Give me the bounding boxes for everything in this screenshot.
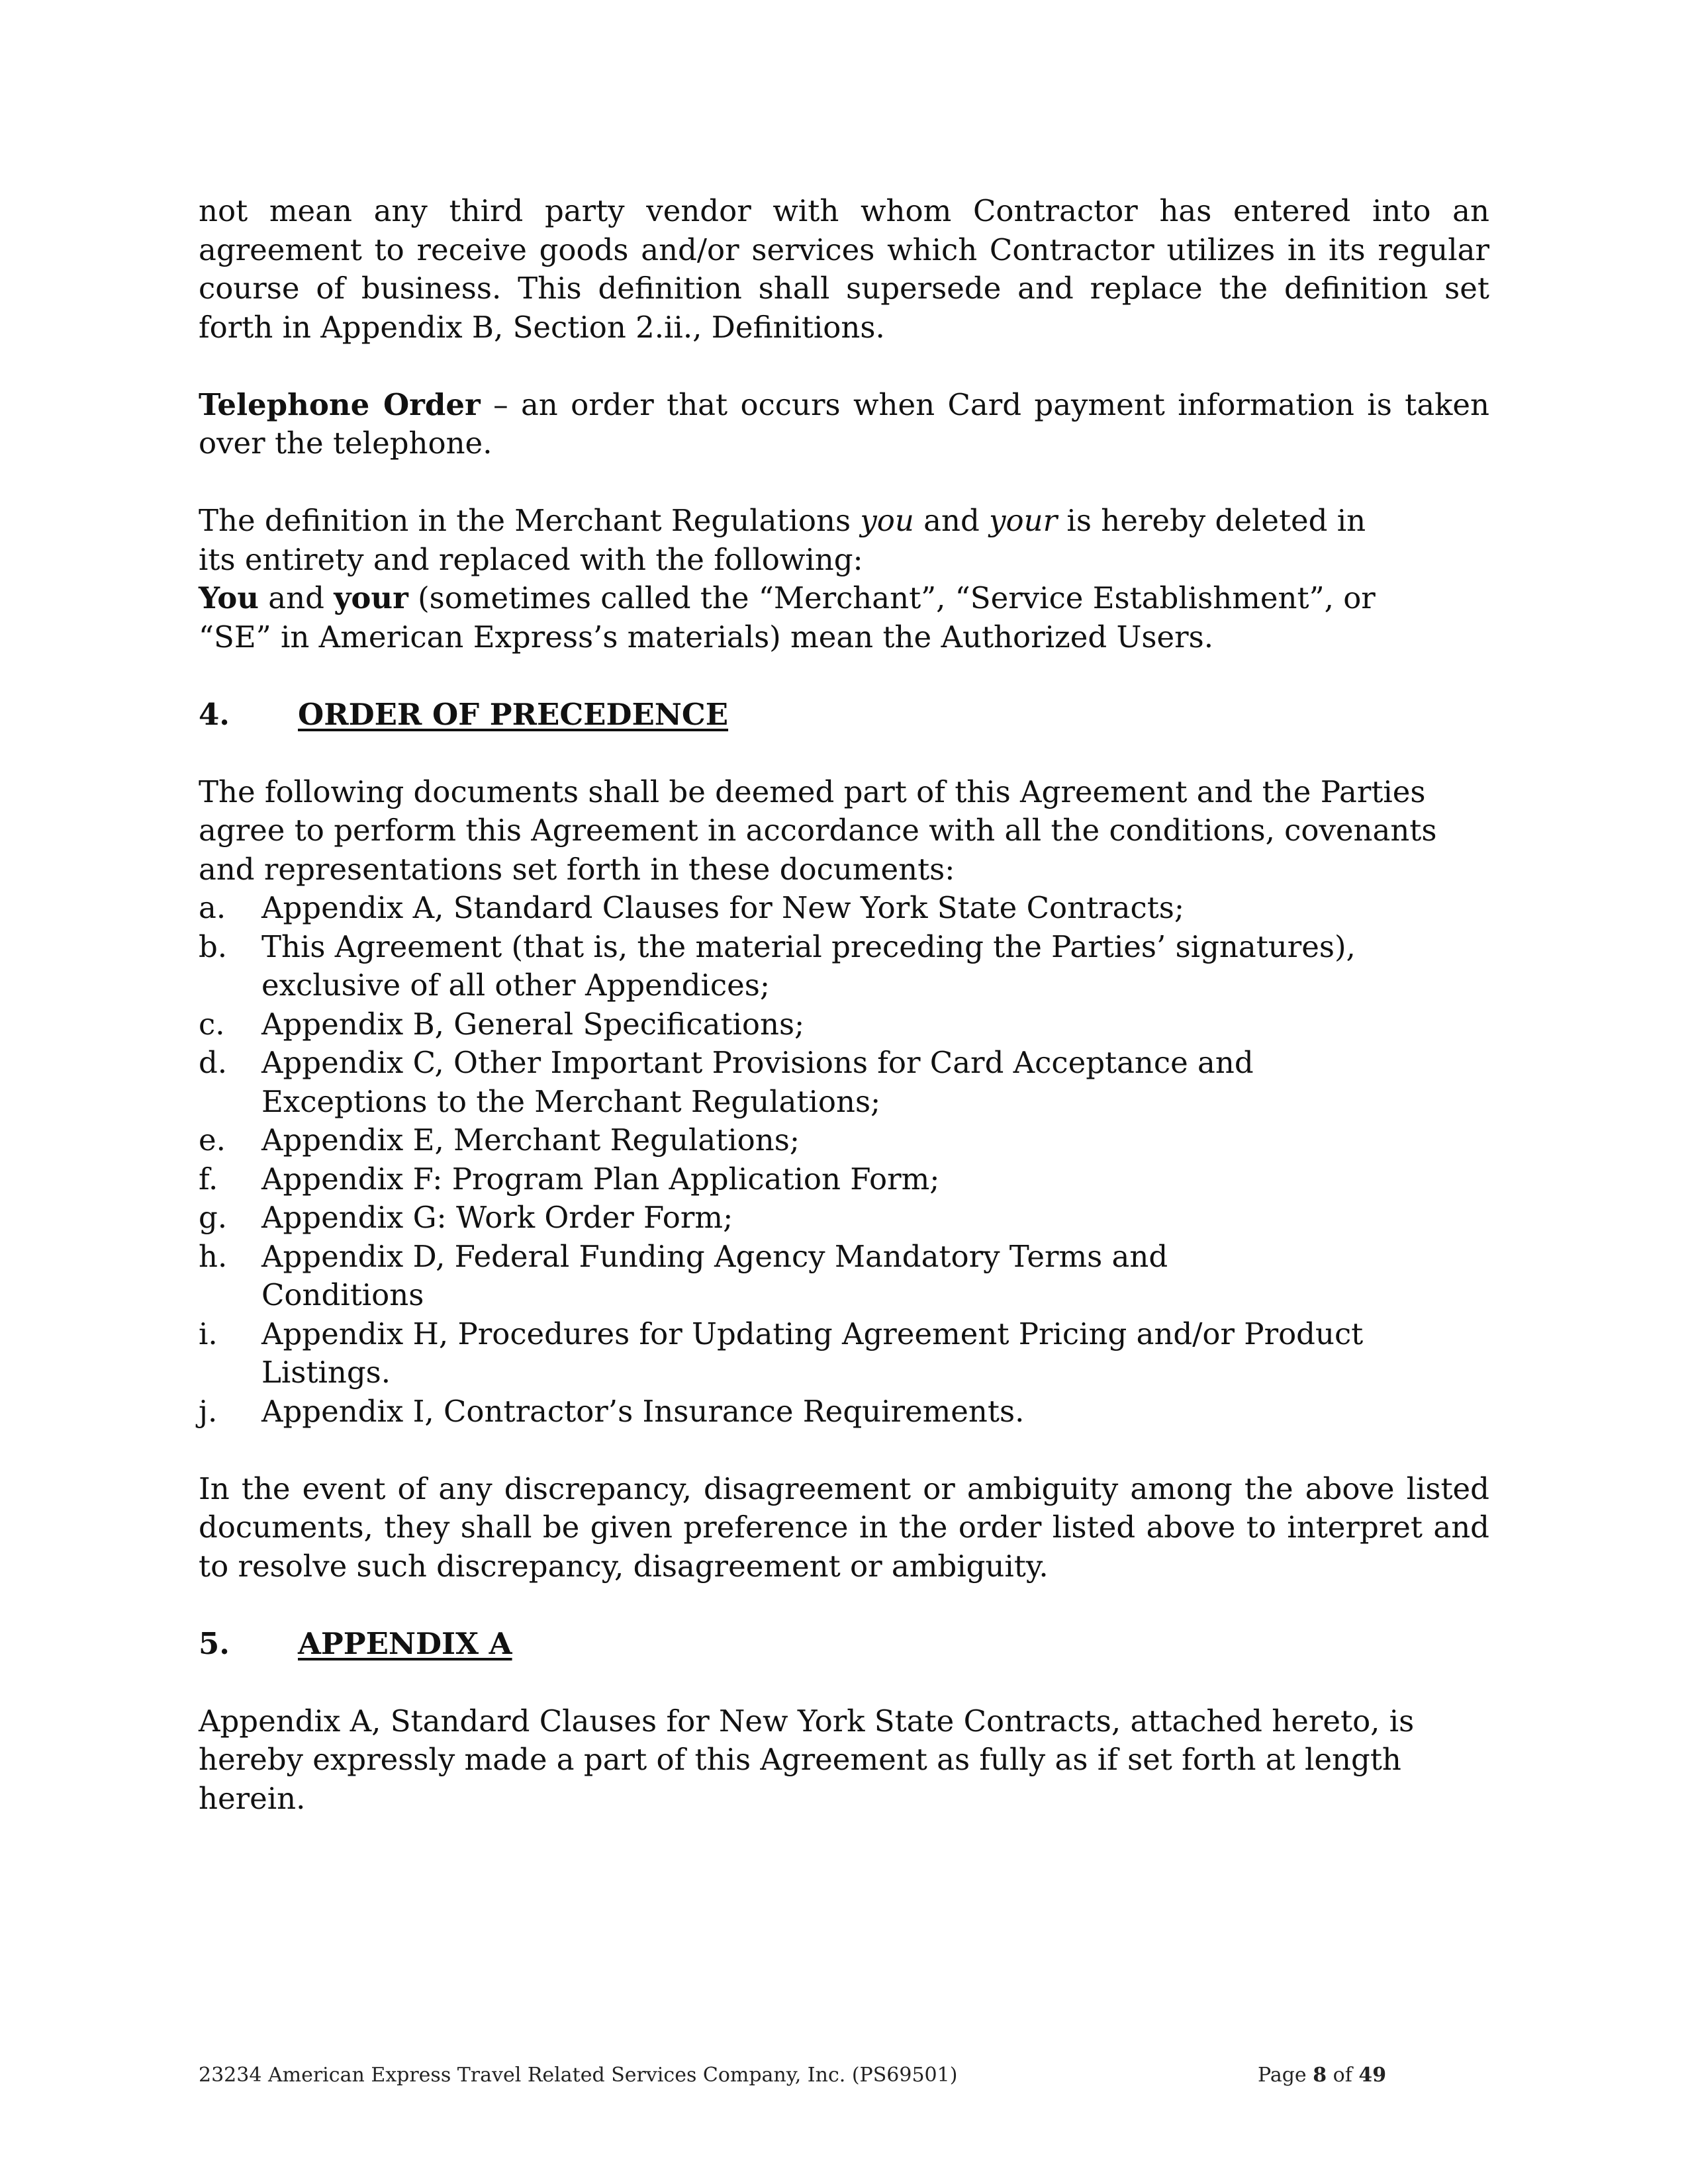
you-definition-text-2: and (914, 503, 990, 538)
list-item (199, 1199, 1489, 1238)
you-definition-text-3: is hereby deleted in its entirety and replaced with the following: (199, 503, 1366, 577)
section-5-number: 5. (199, 1625, 230, 1661)
list-marker: j. (199, 1393, 218, 1429)
footer-contract-id: 23234 American Express Travel Related Services Company, Inc. (PS69501) (199, 2064, 958, 2087)
list-marker: h. (199, 1238, 228, 1274)
list-item (199, 1044, 1489, 1121)
list-marker: e. (199, 1122, 226, 1158)
list-item (199, 1005, 1489, 1044)
and-text: and (258, 580, 334, 615)
you-definition-text-1: The definition in the Merchant Regulations (199, 503, 861, 538)
you-italic: you (860, 503, 914, 538)
you-bold: You (199, 580, 259, 615)
list-item-text: Appendix E, Merchant Regulations; (261, 1122, 800, 1158)
list-item (199, 1160, 1489, 1199)
list-item-text: Appendix H, Procedures for Updating Agreement Pricing and/or Product Listings. (261, 1316, 1364, 1390)
page-label: Page (1258, 2064, 1313, 2087)
telephone-order-text: – an order that occurs when Card payment information is taken over the telephone. (199, 387, 1489, 461)
you-definition-replacement (199, 579, 1403, 657)
precedence-list (199, 889, 1489, 1431)
section-5-heading (199, 1625, 1489, 1664)
current-page: 8 (1313, 2064, 1327, 2087)
list-item (199, 1121, 1489, 1160)
list-marker: a. (199, 890, 226, 925)
list-item-text: Appendix A, Standard Clauses for New York State Contracts; (261, 890, 1185, 925)
you-definition-intro (199, 502, 1390, 579)
list-item-text: Appendix I, Contractor’s Insurance Requirements. (261, 1393, 1025, 1429)
section-4-number: 4. (199, 696, 230, 732)
list-marker: c. (199, 1006, 225, 1042)
list-item-text: Appendix G: Work Order Form; (261, 1200, 733, 1235)
total-pages: 49 (1358, 2064, 1387, 2087)
list-marker: g. (199, 1200, 228, 1235)
list-item-text: Appendix D, Federal Funding Agency Mandatory Terms and Conditions (261, 1238, 1168, 1312)
telephone-order-definition (199, 386, 1489, 463)
list-item-text: This Agreement (that is, the material preceding the Parties’ signatures), exclusive of all other Appendices; (261, 929, 1356, 1003)
list-item-text: Appendix B, General Specifications; (261, 1006, 805, 1042)
continuation-paragraph: not mean any third party vendor with whom Contractor has entered into an agreement to receive goods and/or services which Contractor utilizes in its regular course of business. This definition shall supersede and replace the definition set forth in Appendix B, Section 2.ii., Definitions. (199, 193, 1489, 345)
list-item-text: Appendix F: Program Plan Application Form; (261, 1161, 940, 1197)
list-item-text: Appendix C, Other Important Provisions for Card Acceptance and Exceptions to the Merchant Regulations; (261, 1045, 1254, 1119)
footer-page-number (1258, 2064, 1386, 2087)
section-5-title: APPENDIX A (298, 1625, 512, 1661)
section-5-body: Appendix A, Standard Clauses for New York State Contracts, attached hereto, is hereby expressly made a part of this Agreement as fully as if set forth at length herein. (199, 1703, 1415, 1816)
your-bold: your (334, 580, 408, 615)
list-marker: f. (199, 1161, 218, 1197)
your-italic: your (989, 503, 1058, 538)
list-item (199, 889, 1489, 928)
section-4-closing: In the event of any discrepancy, disagreement or ambiguity among the above listed documents, they shall be given preference in the order listed above to interpret and to resolve such discrepancy, disagreement or ambiguity. (199, 1471, 1489, 1584)
list-marker: d. (199, 1045, 228, 1080)
list-marker: b. (199, 929, 228, 964)
list-item (199, 1238, 1489, 1315)
of-label: of (1327, 2064, 1359, 2087)
list-item (199, 928, 1489, 1005)
list-marker: i. (199, 1316, 218, 1351)
section-4-title: ORDER OF PRECEDENCE (298, 696, 729, 732)
section-4-intro: The following documents shall be deemed part of this Agreement and the Parties agree to perform this Agreement in accordance with all the conditions, covenants and representations set forth in these documents: (199, 774, 1437, 887)
section-4-heading (199, 696, 1489, 735)
document-page (199, 192, 1489, 1818)
list-item (199, 1315, 1489, 1392)
you-definition-rest: (sometimes called the “Merchant”, “Service Establishment”, or “SE” in American Express’s materials) mean the Authorized Users. (199, 580, 1376, 655)
list-item (199, 1392, 1489, 1432)
telephone-order-term: Telephone Order (199, 387, 481, 422)
